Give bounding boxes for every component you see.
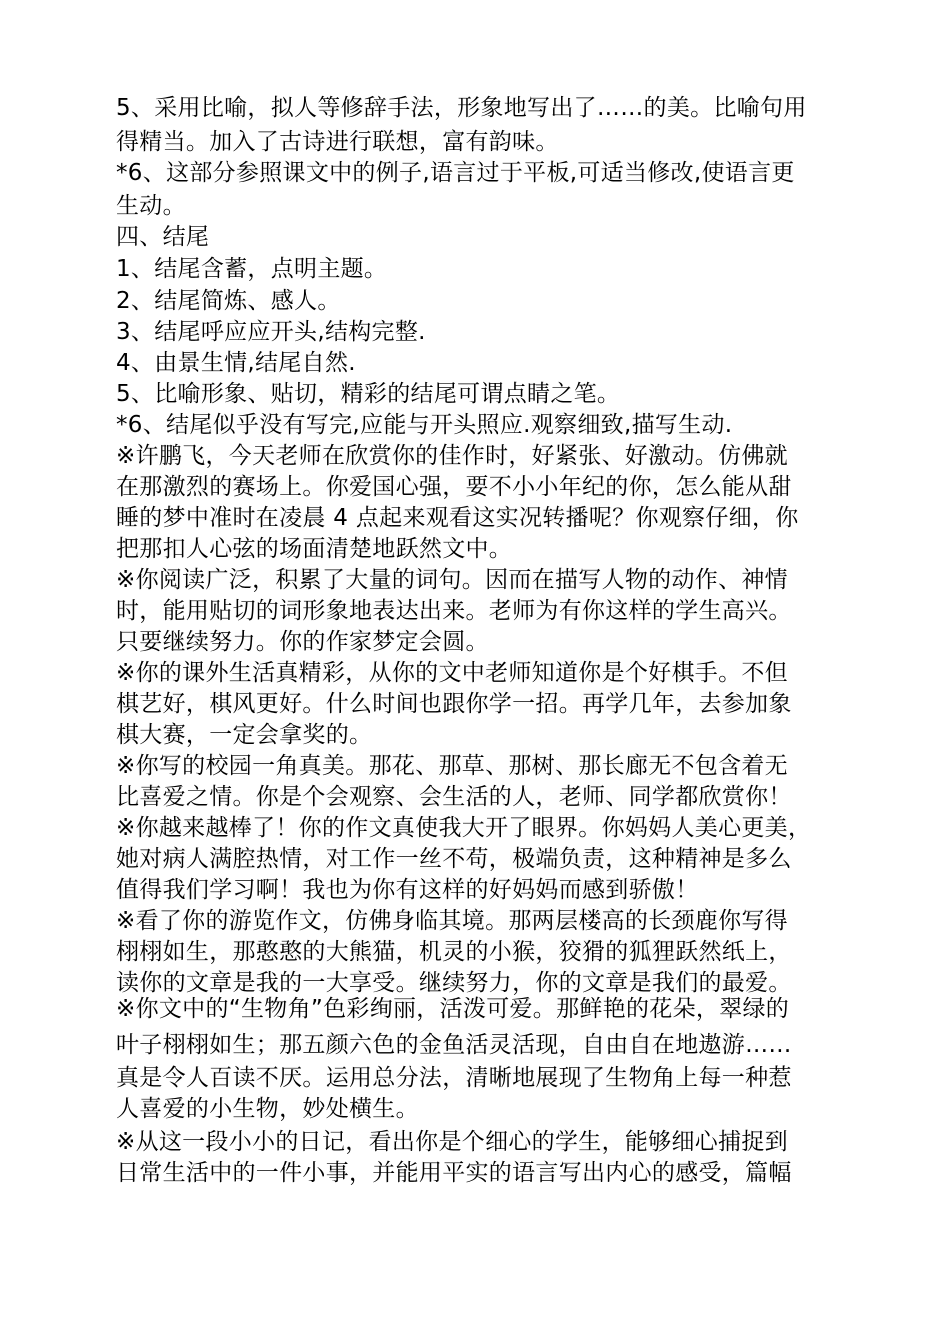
- text-line: *6、这部分参照课文中的例子,语言过于平板,可适当修改,使语言更: [116, 160, 795, 186]
- text-line: 比喜爱之情。你是个会观察、会生活的人，老师、同学都欣赏你！: [116, 784, 792, 810]
- text-line: 真是令人百读不厌。运用总分法，清晰地展现了生物角上每一种惹: [116, 1065, 792, 1091]
- text-line: 把那扣人心弦的场面清楚地跃然文中。: [116, 536, 513, 562]
- text-line: 5、比喻形象、贴切，精彩的结尾可谓点睛之笔。: [116, 381, 621, 407]
- text-line: 得精当。加入了古诗进行联想，富有韵味。: [116, 129, 559, 155]
- text-line: ※你阅读广泛，积累了大量的词句。因而在描写人物的动作、神情: [116, 567, 788, 593]
- text-line: ※从这一段小小的日记，看出你是个细心的学生，能够细心捕捉到: [116, 1129, 788, 1155]
- text-line: ※看了你的游览作文，仿佛身临其境。那两层楼高的长颈鹿你写得: [116, 908, 788, 934]
- text-line: 睡的梦中准时在凌晨 4 点起来观看这实况转播呢？你观察仔细，你: [116, 505, 799, 531]
- text-line: 只要继续努力。你的作家梦定会圆。: [116, 629, 489, 655]
- text-line: 栩栩如生，那憨憨的大熊猫，机灵的小猴，狡猾的狐狸跃然纸上，: [116, 939, 792, 965]
- text-line: 时，能用贴切的词形象地表达出来。老师为有你这样的学生高兴。: [116, 598, 792, 624]
- section-heading: 四、结尾: [116, 224, 210, 250]
- text-line: 4、由景生情,结尾自然.: [116, 350, 356, 376]
- text-line: 叶子栩栩如生；那五颜六色的金鱼活灵活现，自由自在地遨游……: [116, 1032, 792, 1058]
- text-line: ※你的课外生活真精彩，从你的文中老师知道你是个好棋手。不但: [116, 660, 788, 686]
- text-line: *6、结尾似乎没有写完,应能与开头照应.观察细致,描写生动.: [116, 412, 733, 438]
- text-line: 5、采用比喻，拟人等修辞手法，形象地写出了……的美。比喻句用: [116, 95, 807, 121]
- text-line: 生动。: [116, 193, 186, 219]
- text-line: ※许鹏飞，今天老师在欣赏你的佳作时，好紧张、好激动。仿佛就: [116, 443, 788, 469]
- text-line: 2、结尾简炼、感人。: [116, 288, 341, 314]
- text-line: ※你文中的“生物角”色彩绚丽，活泼可爱。那鲜艳的花朵，翠绿的: [116, 996, 790, 1022]
- text-line: 棋艺好，棋风更好。什么时间也跟你学一招。再学几年，去参加象: [116, 691, 792, 717]
- text-line: 1、结尾含蓄，点明主题。: [116, 256, 388, 282]
- text-line: 棋大赛，一定会拿奖的。: [116, 722, 373, 748]
- text-line: 人喜爱的小生物，妙处横生。: [116, 1096, 419, 1122]
- text-line: 3、结尾呼应应开头,结构完整.: [116, 319, 426, 345]
- text-line: 读你的文章是我的一大享受。继续努力，你的文章是我们的最爱。: [116, 970, 792, 996]
- text-line: ※你写的校园一角真美。那花、那草、那树、那长廊无不包含着无: [116, 753, 788, 779]
- text-line: 她对病人满腔热情，对工作一丝不苟，极端负责，这种精神是多么: [116, 846, 792, 872]
- text-line: 在那激烈的赛场上。你爱国心强，要不小小年纪的你，怎么能从甜: [116, 474, 792, 500]
- text-line: 值得我们学习啊！我也为你有这样的好妈妈而感到骄傲！: [116, 877, 699, 903]
- text-line: ※你越来越棒了！你的作文真使我大开了眼界。你妈妈人美心更美，: [116, 815, 812, 841]
- text-line: 日常生活中的一件小事，并能用平实的语言写出内心的感受，篇幅: [116, 1160, 792, 1186]
